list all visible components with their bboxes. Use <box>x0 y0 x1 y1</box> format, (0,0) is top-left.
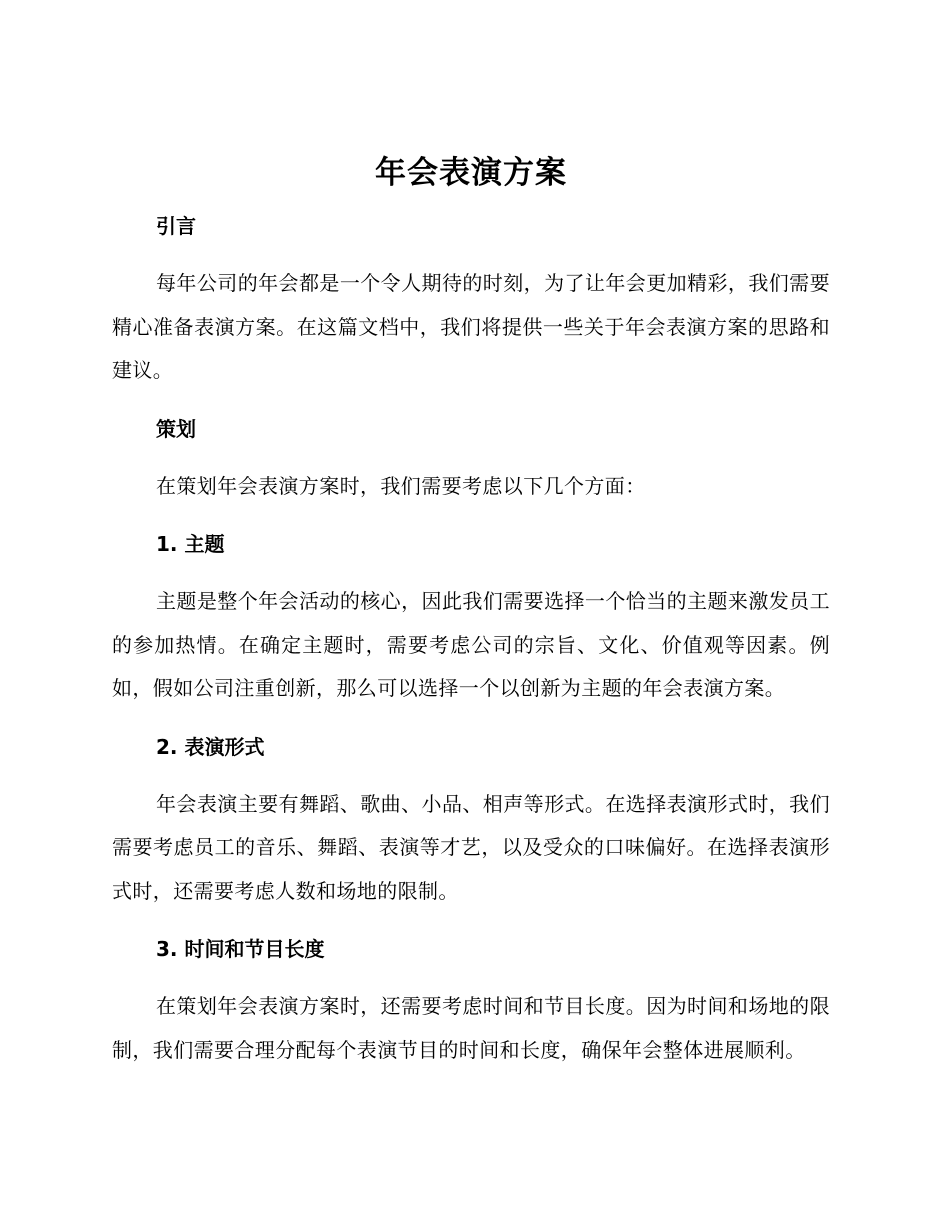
document-page <box>112 148 830 1096</box>
paragraph-performance-form: 年会表演主要有舞蹈、歌曲、小品、相声等形式。在选择表演形式时，我们需要考虑员工的音乐、舞蹈、表演等才艺，以及受众的口味偏好。在选择表演形式时，还需要考虑人数和场地的限制。 <box>112 791 830 903</box>
document-title: 年会表演方案 <box>375 155 567 191</box>
section-intro <box>112 212 830 393</box>
section-heading-intro: 引言 <box>156 214 196 238</box>
paragraph-time-length: 在策划年会表演方案时，还需要考虑时间和节目长度。因为时间和场地的限制，我们需要合理分配每个表演节目的时间和长度，确保年会整体进展顺利。 <box>112 994 830 1062</box>
section-heading-time-length: 3. 时间和节目长度 <box>156 937 325 961</box>
section-planning <box>112 415 830 509</box>
paragraph-theme: 主题是整个年会活动的核心，因此我们需要选择一个恰当的主题来激发员工的参加热情。在确定主题时，需要考虑公司的宗旨、文化、价值观等因素。例如，假如公司注重创新，那么可以选择一个以创新为主题的年会表演方案。 <box>112 589 830 700</box>
section-theme <box>112 530 830 711</box>
section-time-length <box>112 935 830 1072</box>
section-heading-theme: 1. 主题 <box>156 532 225 556</box>
paragraph-planning: 在策划年会表演方案时，我们需要考虑以下几个方面： <box>156 473 646 498</box>
paragraph-intro: 每年公司的年会都是一个令人期待的时刻，为了让年会更加精彩，我们需要精心准备表演方案。在这篇文档中，我们将提供一些关于年会表演方案的思路和建议。 <box>112 271 830 382</box>
section-heading-planning: 策划 <box>156 416 196 441</box>
section-performance-form <box>112 733 830 914</box>
section-heading-performance-form: 2. 表演形式 <box>156 734 265 759</box>
